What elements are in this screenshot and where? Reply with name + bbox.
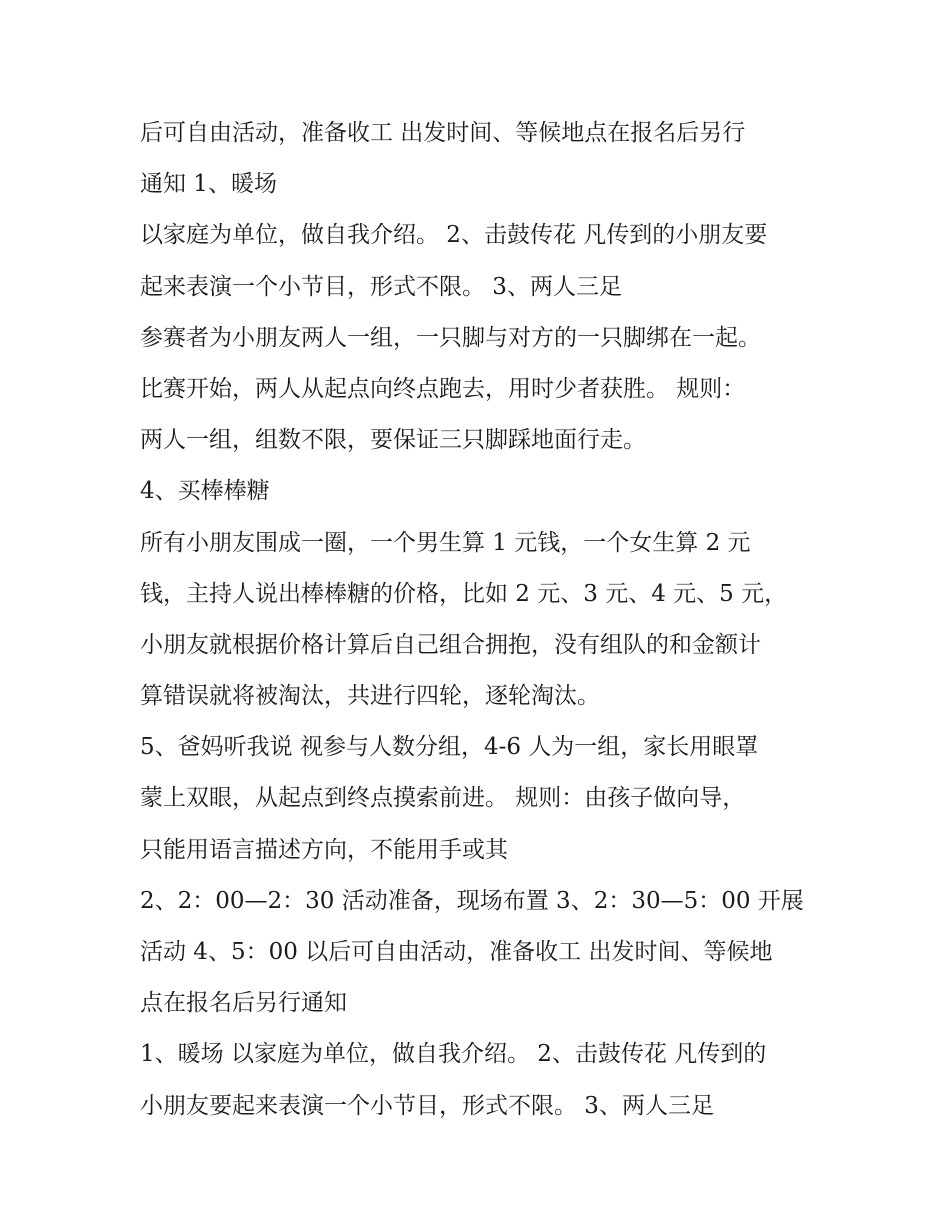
text-line: 起来表演一个小节目，形式不限。 3、两人三足 (140, 273, 622, 300)
text-line: 算错误就将被淘汰，共进行四轮，逐轮淘汰。 (140, 683, 600, 710)
text-line: 点在报名后另行通知 (140, 990, 347, 1017)
text-line: 比赛开始，两人从起点向终点跑去，用时少者获胜。 规则： (140, 375, 746, 402)
text-line: 2、2：00—2：30 活动准备，现场布置 3、2：30—5：00 开展 (140, 887, 804, 914)
text-line: 蒙上双眼，从起点到终点摸索前进。 规则：由孩子做向导， (140, 785, 746, 812)
text-line: 1、暖场 以家庭为单位，做自我介绍。 2、击鼓传花 凡传到的 (140, 1041, 767, 1068)
text-line: 小朋友就根据价格计算后自己组合拥抱，没有组队的和金额计 (140, 631, 761, 658)
text-line: 4、买棒棒糖 (140, 478, 270, 505)
text-line: 两人一组，组数不限，要保证三只脚踩地面行走。 (140, 427, 646, 454)
text-line: 以家庭为单位，做自我介绍。 2、击鼓传花 凡传到的小朋友要 (140, 222, 768, 249)
text-line: 后可自由活动，准备收工 出发时间、等候地点在报名后另行 (140, 120, 746, 146)
text-line: 只能用语言描述方向，不能用手或其 (140, 836, 508, 863)
text-line: 参赛者为小朋友两人一组，一只脚与对方的一只脚绑在一起。 (140, 324, 761, 351)
text-line: 小朋友要起来表演一个小节目，形式不限。 3、两人三足 (140, 1092, 714, 1119)
document-body (140, 108, 840, 1132)
text-line: 通知 1、暖场 (140, 171, 277, 198)
text-line: 5、爸妈听我说 视参与人数分组，4-6 人为一组，家长用眼罩 (140, 734, 759, 761)
text-line: 所有小朋友围成一圈，一个男生算 1 元钱，一个女生算 2 元 (140, 529, 751, 556)
text-line: 钱，主持人说出棒棒糖的价格，比如 2 元、3 元、4 元、5 元， (140, 580, 788, 607)
text-line: 活动 4、5：00 以后可自由活动，准备收工 出发时间、等候地 (140, 939, 773, 965)
